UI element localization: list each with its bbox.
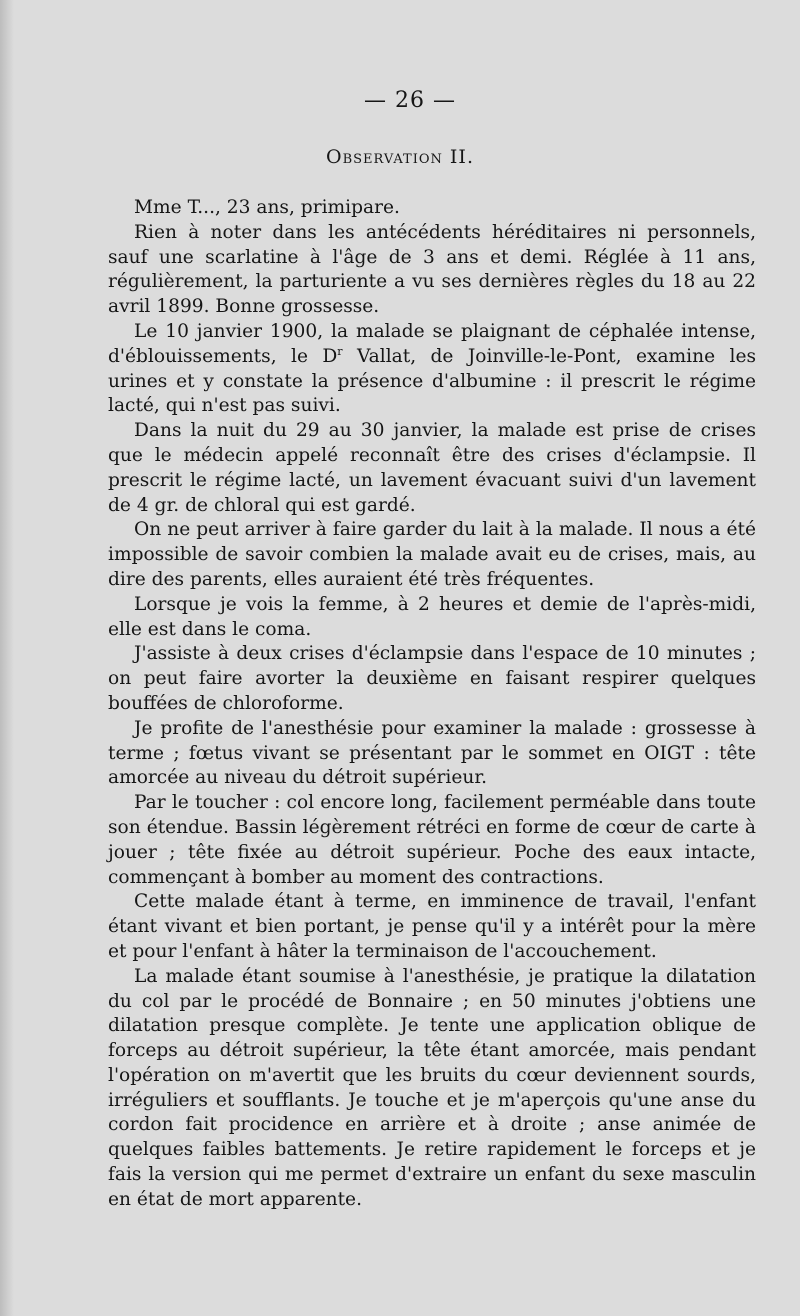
body-text bbox=[108, 196, 756, 1213]
page-edge-shadow bbox=[0, 0, 14, 1316]
page-number: — 26 — bbox=[364, 88, 456, 113]
paragraph-part: Vallat, de Joinville-le-Pont, examine les urines et y constate la présence d'albumine : il prescrit le régime lacté, qui n'est pas suivi. bbox=[108, 345, 756, 417]
paragraph: Lorsque je vois la femme, à 2 heures et demie de l'après-midi, elle est dans le coma. bbox=[108, 593, 756, 640]
observation-title: Observation II. bbox=[326, 146, 474, 168]
paragraph-part: Le 10 janvier 1900, la malade se plaignant de céphalée intense, d'éblouissements, le D bbox=[108, 320, 756, 367]
paragraph: La malade étant soumise à l'anesthésie, je pratique la dilatation du col par le procédé de Bonnaire ; en 50 minutes j'obtiens une dilatation presque complète. Je tente une application oblique de forceps au détroit supérieur, la tête étant amorcée, mais pendant l'opération on m'avertit que les bruits du cœur deviennent sourds, irréguliers et soufflants. Je touche et je m'aperçois qu'une anse du cordon fait procidence en arrière et à droite ; anse animée de quelques faibles battements. Je retire rapidement le forceps et je fais la version qui me permet d'extraire un enfant du sexe masculin en état de mort apparente. bbox=[108, 965, 756, 1210]
paragraph: Cette malade étant à terme, en imminence de travail, l'enfant étant vivant et bien portant, je pense qu'il y a intérêt pour la mère et pour l'enfant à hâter la terminaison de l'accouchement. bbox=[108, 891, 756, 962]
paragraph: Mme T..., 23 ans, primipare. bbox=[134, 197, 400, 218]
paragraph: Dans la nuit du 29 au 30 janvier, la malade est prise de crises que le médecin appelé reconnaît être des crises d'éclampsie. Il prescrit le régime lacté, un lavement évacuant suivi d'un lavement de 4 gr. de chloral qui est gardé. bbox=[108, 420, 756, 516]
superscript: r bbox=[337, 344, 343, 358]
paragraph: Rien à noter dans les antécédents héréditaires ni personnels, sauf une scarlatine à l'âge de 3 ans et demi. Réglée à 11 ans, régulièrement, la parturiente a vu ses dernières règles du 18 au 22 avril 1899. Bonne grossesse. bbox=[108, 221, 756, 318]
paragraph: On ne peut arriver à faire garder du lait à la malade. Il nous a été impossible de savoir combien la malade avait eu de crises, mais, au dire des parents, elles auraient été très fréquentes. bbox=[108, 519, 756, 590]
paragraph-with-superscript bbox=[108, 320, 756, 419]
paragraph: J'assiste à deux crises d'éclampsie dans l'espace de 10 minutes ; on peut faire avorter la deuxième en faisant respirer quelques bouffées de chloroforme. bbox=[108, 643, 756, 714]
paragraph: Par le toucher : col encore long, facilement perméable dans toute son étendue. Bassin légèrement rétréci en forme de cœur de carte à jouer ; tête fixée au détroit supérieur. Poche des eaux intacte, commençant à bomber au moment des contractions. bbox=[108, 792, 756, 888]
paragraph: Je profite de l'anesthésie pour examiner la malade : grossesse à terme ; fœtus vivant se présentant par le sommet en OIGT : tête amorcée au niveau du détroit supérieur. bbox=[108, 717, 756, 789]
